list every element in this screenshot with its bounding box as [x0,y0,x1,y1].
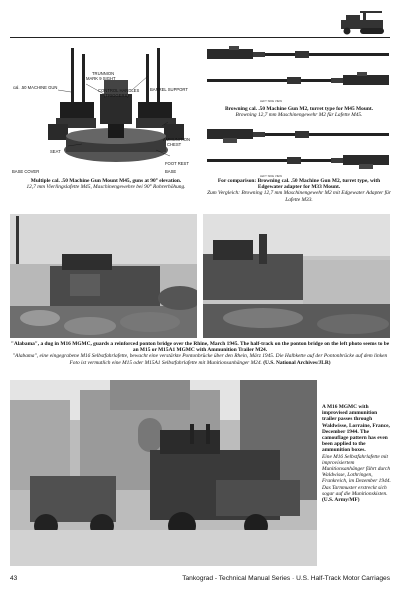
label-base-cover: BASE COVER [12,169,40,174]
header-rule [10,37,390,38]
label-base: BASE [165,169,177,174]
gun-m2-m45-left [203,44,393,64]
diagram-caption-de: 12,7 mm Vierlingslafette M45, Maschinengewehre bei 90° Rohrerhöhung. [26,184,186,191]
label-ammunition: AMMUNITION [163,137,190,142]
side-caption-credit: (U.S. Army/MF) [322,497,360,504]
ref-tag-1: LEFT SIDE VIEW [260,99,283,103]
guns-caption-1 [205,106,393,118]
diagram-caption [6,178,206,190]
gun-m2-m45-right [203,70,393,90]
m45-mount-diagram [38,44,198,174]
series-title: Tankograd - Technical Manual Series · U.S. Half-Track Motor Carriages [182,575,390,582]
label-chest: CHEST [167,142,182,147]
header-logo [338,8,392,36]
label-foot-rest: FOOT REST [165,161,189,166]
label-barrel-support: BARREL SUPPORT [150,87,188,92]
side-caption-en: A M16 MGMC with improvised ammunition trailer passes through Waldwisse, Lorraine, France, December 1944. The camouflage pattern has even been applied to the ammunition boxes. [322,404,390,454]
label-mark-sight: MARK 9 SIGHT [86,76,116,81]
middle-caption-de: "Alabama", eine eingegrabene M16 Selbstfahrlafette, bewacht eine verstärkte Pontonbrücke über den Rhein, März 1945. Die Halbkette auf der Pontonbrücke auf dem linken Foto ist vermutlich eine M15 oder M15A1 Selbstfahrlafette mit Munitionsanhänger M24. [12,353,388,366]
label-seat: SEAT [50,149,61,154]
ref-tag-2: LEFT SIDE VIEW [260,174,283,178]
photo-ponton-bridge-right [203,214,390,338]
guns-caption-2-de: Zum Vergleich: Browning 12,7 mm Maschinengewehr M2 mit Edgewater Adapter für Lafette M33. [207,190,391,203]
side-caption [322,404,392,503]
label-trunnion: TRUNNION [92,71,115,76]
label-control-handles: CONTROL HANDLES [98,88,140,93]
label-triggers: (TRIGGERS) [104,93,129,98]
middle-caption-credit: (U.S. National Archives/JLR) [263,359,331,366]
photo-ponton-bridge-left [10,214,197,338]
label-cal-50: cal. .50 MACHINE GUN [13,85,58,90]
gun-m2-m33-left [203,124,393,144]
middle-caption [10,341,390,366]
gun-m2-m33-right [203,150,393,170]
side-caption-de: Eine M16 Selbstfahrlafette mit improvisiertem Munitionsanhänger fährt durch Waldwisse, Lothringen, Frankreich, im Dezember 1944. Das Tarnmuster erstreckt sich sogar auf die Munitionskisten. [322,453,391,497]
guns-caption-1-de: Browning 12,7 mm Maschinengewehr M2 für Lafette M45. [235,112,363,119]
photo-waldwisse [10,380,317,566]
middle-caption-en: "Alabama", a dug in M16 MGMC, guards a reinforced ponton bridge over the Rhine, March 1945. The half-track on the ponton bridge on the left photo seems to be an M15 or M15A1 MGMC with Ammunition Trailer M24. [10,341,390,354]
guns-caption-2 [205,178,393,203]
diagram-caption-en: Multiple cal. .50 Machine Gun Mount M45, guns at 90° elevation. [30,178,182,184]
page-number: 43 [10,575,18,582]
guns-caption-1-en: Browning cal. .50 Machine Gun M2, turret type for M45 Mount. [225,106,373,112]
guns-caption-2-en: For comparison: Browning cal. .50 Machine Gun M2, turret type, with Edgewater adapter for M33 Mount. [217,178,381,191]
